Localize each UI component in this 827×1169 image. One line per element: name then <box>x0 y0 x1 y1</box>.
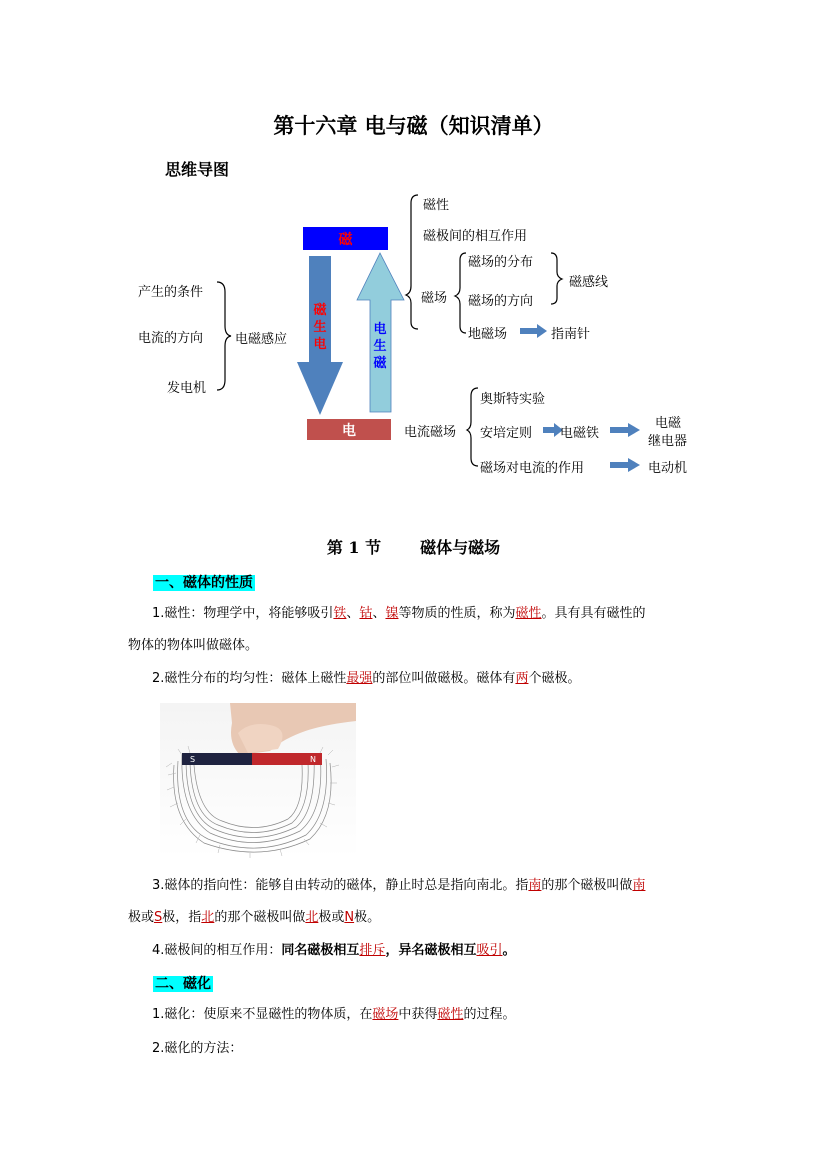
top-item-magnetism: 磁性 <box>423 198 450 213</box>
p1-cobalt: 钴 <box>359 606 373 621</box>
field-force-on-current: 磁场对电流的作用 <box>480 461 585 476</box>
electricity-box <box>307 419 391 440</box>
p4-repel: 排斥 <box>359 943 386 958</box>
p3-north1: 北 <box>201 910 215 925</box>
p2-a: 2.磁性分布的均匀性：磁体上磁性 <box>152 671 347 686</box>
relay-line-2: 继电器 <box>648 434 688 449</box>
p4-a: 4.磁极间的相互作用： <box>152 943 282 958</box>
p3-south2: 南 <box>632 878 646 893</box>
p3-a: 3.磁体的指向性：能够自由转动的磁体，静止时总是指向南北。指 <box>152 878 529 893</box>
top-item-pole-interaction: 磁极间的相互作用 <box>423 229 528 244</box>
field-distribution: 磁场的分布 <box>468 255 534 270</box>
relay-line-1: 电磁 <box>655 416 682 431</box>
p1-magnetism: 磁性 <box>515 606 542 621</box>
p5-magnetism: 磁性 <box>437 1007 464 1022</box>
p1-b: 等物质的性质，称为 <box>398 606 516 621</box>
p1-iron: 铁 <box>333 606 347 621</box>
south-pole-label: S <box>190 755 196 764</box>
magnetism-box <box>303 227 388 250</box>
magnet-photo-drawing <box>160 703 356 858</box>
p4-b: 同名磁极相互 <box>281 943 360 958</box>
magnet-photo <box>160 703 356 858</box>
left-item-condition: 产生的条件 <box>138 285 204 300</box>
paragraph-magnetism <box>128 598 708 662</box>
magnetism-box-label: 磁 <box>338 231 353 248</box>
p5-a: 1.磁化：使原来不显磁性的物体质，在 <box>152 1007 373 1022</box>
p4-c: ，异名磁极相互 <box>385 943 477 958</box>
p5-field: 磁场 <box>372 1007 399 1022</box>
mind-map-heading: 思维导图 <box>165 160 230 179</box>
p3-g: 极。 <box>354 910 381 925</box>
mind-map <box>0 0 827 500</box>
ampere-rule: 安培定则 <box>480 426 533 441</box>
heading-magnetization-wrap <box>153 973 213 993</box>
p1-sep1: 、 <box>346 606 360 621</box>
current-magnetic-field: 电流磁场 <box>404 425 457 440</box>
heading-magnetization: 二、磁化 <box>155 976 211 992</box>
section-name: 磁体与磁场 <box>420 538 501 557</box>
top-brace <box>406 195 418 329</box>
magnetic-field: 磁场 <box>421 291 448 306</box>
electromagnet: 电磁铁 <box>560 426 600 441</box>
relay-arrow <box>610 423 640 437</box>
oersted-experiment: 奥斯特实验 <box>480 392 546 407</box>
field-lines-brace <box>551 253 562 304</box>
p3-b: 的那个磁极叫做 <box>541 878 633 893</box>
paragraph-magnetization <box>128 999 708 1031</box>
electromagnetic-induction: 电磁感应 <box>235 332 288 347</box>
p3-f: 极或 <box>318 910 345 925</box>
p2-c: 个磁极。 <box>528 671 581 686</box>
p3-south1: 南 <box>528 878 542 893</box>
paragraph-magnetization-methods <box>128 1033 708 1065</box>
p5-c: 的过程。 <box>463 1007 516 1022</box>
p2-strongest: 最强 <box>346 671 373 686</box>
paragraph-poles <box>128 663 708 695</box>
p1-sep2: 、 <box>372 606 386 621</box>
p2-b: 的部位叫做磁极。磁体有 <box>372 671 516 686</box>
p3-e: 的那个磁极叫做 <box>214 910 306 925</box>
p1-a: 1.磁性：物理学中，将能够吸引 <box>152 606 334 621</box>
document-title: 第十六章 电与磁（知识清单） <box>273 113 554 138</box>
compass: 指南针 <box>551 327 591 342</box>
magnetism-to-electricity-label: 磁生电 <box>313 303 327 352</box>
left-item-generator: 发电机 <box>167 381 207 396</box>
p3-n: N <box>344 910 355 925</box>
section-title <box>0 535 827 558</box>
left-item-direction: 电流的方向 <box>138 331 204 346</box>
earth-magnetic-field: 地磁场 <box>468 327 508 342</box>
p3-north2: 北 <box>305 910 319 925</box>
field-brace <box>455 253 466 333</box>
p4-attract: 吸引 <box>476 943 503 958</box>
section-number: 第 1 节 <box>326 538 382 557</box>
heading-magnet-properties-wrap <box>153 572 255 592</box>
left-brace <box>217 282 231 390</box>
current-field-brace <box>467 388 478 466</box>
electricity-box-label: 电 <box>342 422 356 439</box>
p3-d: 极，指 <box>162 910 202 925</box>
p5-b: 中获得 <box>398 1007 438 1022</box>
p3-c: 极或 <box>128 910 155 925</box>
p1-c: 。具有具有磁性的 <box>541 606 646 621</box>
electric-motor: 电动机 <box>648 461 688 476</box>
p4-d: 。 <box>502 943 516 958</box>
heading-magnet-properties: 一、磁体的性质 <box>155 575 253 591</box>
field-lines: 磁感线 <box>569 275 609 290</box>
motor-arrow <box>610 458 640 472</box>
north-pole-label: N <box>310 755 316 764</box>
compass-arrow <box>520 324 547 338</box>
paragraph-direction <box>128 870 708 934</box>
electricity-to-magnetism-label: 电生磁 <box>373 322 387 371</box>
p2-two: 两 <box>515 671 529 686</box>
p6-a: 2.磁化的方法： <box>152 1041 243 1056</box>
field-direction: 磁场的方向 <box>468 294 534 309</box>
p1-nickel: 镍 <box>385 606 399 621</box>
paragraph-interaction <box>128 935 708 967</box>
p1-d: 物体的物体叫做磁体。 <box>128 638 259 653</box>
p3-s: S <box>154 910 163 925</box>
